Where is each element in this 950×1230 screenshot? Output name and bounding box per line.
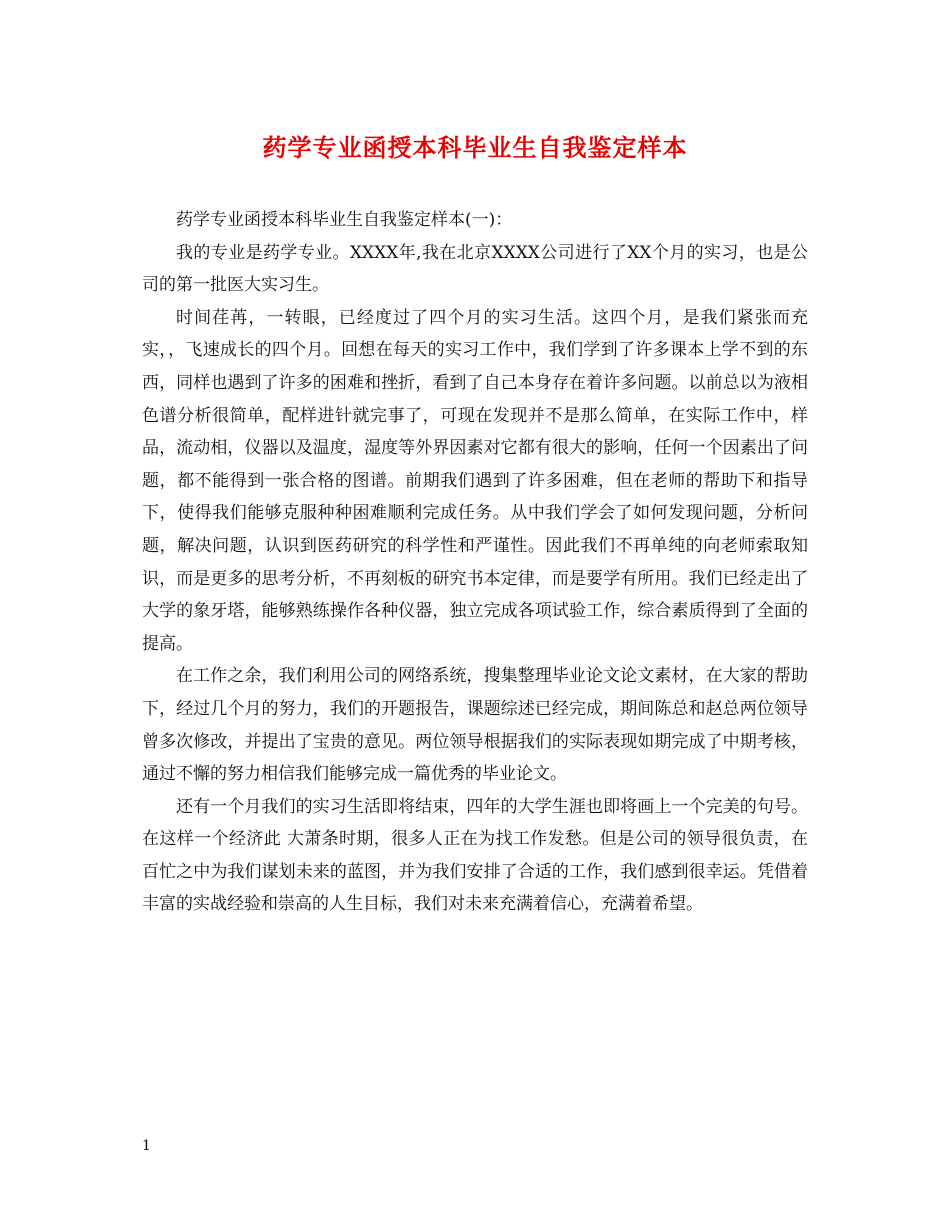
document-body bbox=[142, 204, 808, 921]
paragraph: 在工作之余，我们利用公司的网络系统，搜集整理毕业论文论文素材，在大家的帮助下，经过几个月的努力，我们的开题报告，课题综述已经完成，期间陈总和赵总两位领导曾多次修改，并提出了宝贵的意见。两位领导根据我们的实际表现如期完成了中期考核，通过不懈的努力相信我们能够完成一篇优秀的毕业论文。 bbox=[142, 666, 808, 785]
document-title: 药学专业函授本科毕业生自我鉴定样本 bbox=[262, 133, 688, 162]
paragraph: 还有一个月我们的实习生活即将结束，四年的大学生涯也即将画上一个完美的句号。在这样一个经济此 大萧条时期，很多人正在为找工作发愁。但是公司的领导很负责，在百忙之中为我们谋划未来的蓝图，并为我们安排了合适的工作，我们感到很幸运。凭借着丰富的实战经验和崇高的人生目标，我们对未来充满着信心，充满着希望。 bbox=[142, 796, 808, 915]
paragraph: 时间荏苒，一转眼，已经度过了四个月的实习生活。这四个月，是我们紧张而充实，，飞速成长的四个月。回想在每天的实习工作中，我们学到了许多课本上学不到的东西，同样也遇到了许多的困难和挫折，看到了自己本身存在着许多问题。以前总以为液相色谱分析很简单，配样进针就完事了，可现在发现并不是那么简单，在实际工作中，样品，流动相，仪器以及温度，湿度等外界因素对它都有很大的影响，任何一个因素出了问题，都不能得到一张合格的图谱。前期我们遇到了许多困难，但在老师的帮助下和指导下，使得我们能够克服种种困难顺利完成任务。从中我们学会了如何发现问题，分析问题，解决问题，认识到医药研究的科学性和严谨性。因此我们不再单纯的向老师索取知识，而是更多的思考分析，不再刻板的研究书本定律，而是要学有所用。我们已经走出了大学的象牙塔，能够熟练操作各种仪器，独立完成各项试验工作，综合素质得到了全面的提高。 bbox=[142, 307, 808, 654]
paragraph-heading: 药学专业函授本科毕业生自我鉴定样本(一)： bbox=[176, 210, 513, 230]
page-number: 1 bbox=[142, 1138, 151, 1154]
paragraph: 我的专业是药学专业。XXXX年,我在北京XXXX公司进行了XX个月的实习，也是公司的第一批医大实习生。 bbox=[142, 242, 808, 296]
